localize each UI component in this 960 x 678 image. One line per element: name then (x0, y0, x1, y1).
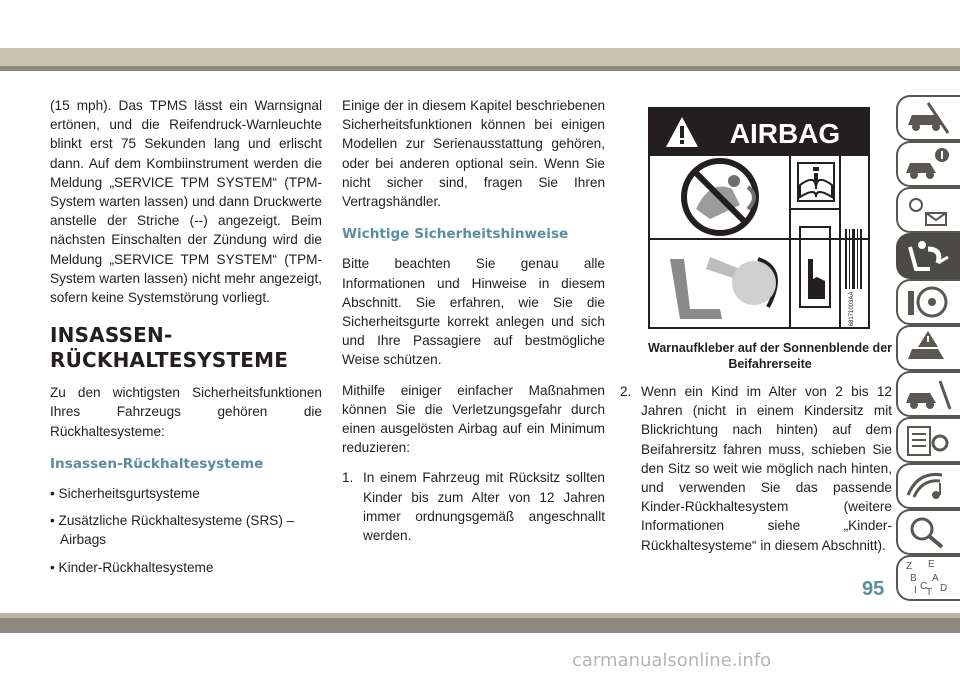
list-item: • Sicherheitsgurtsysteme (50, 486, 200, 502)
top-band (0, 0, 960, 53)
top-band-light (0, 48, 960, 66)
paragraph: Bitte beachten Sie genau alle Informationen und Hinweise in diesem Abschnitt. Sie erfahren, wie Sie die Sicherheitsgurte korrekt anlegen und sich und Ihre Passagiere auf bestmögliche Weise schützen. (342, 256, 605, 368)
specs-gear-icon (898, 419, 958, 461)
svg-text:Z: Z (906, 561, 913, 572)
bottom-band (0, 613, 960, 633)
svg-text:D: D (940, 583, 948, 594)
figure-caption: Warnaufkleber auf der Sonnenblende der Beifahrerseite (647, 341, 893, 371)
tab-introduction[interactable] (896, 95, 960, 141)
airbag-title: AIRBAG (729, 118, 841, 149)
top-band-dark (0, 66, 960, 71)
tab-getting-started[interactable] (896, 141, 960, 187)
paragraph: Einige der in diesem Kapitel beschriebenen Sicherheitsfunktionen können bei einigen Modellen zur Serienausstattung gehören, oder bei anderen optional sein. Wenn Sie nicht sicher sind, fragen Sie Ihren Vertragshändler. (342, 98, 605, 210)
svg-text:B: B (910, 573, 917, 584)
intro-paragraph: (15 mph). Das TPMS lässt ein Warnsignal ertönen, und die Reifendruck-Warnleuchte blinkt erst 75 Sekunden lang und erlischt dann. Auf dem Kombiinstrument werden die Meldung „SERVICE TPM SYSTEM“ (TPM-System warten lassen) und dann Druckwerte anstelle der Striche (--) angezeigt. Beim nächsten Einschalten der Zündung wird die Meldung „SERVICE TPM SYSTEM“ (TPM-System warten lassen) nicht mehr angezeigt, sofern keine Systemstörung vorliegt. (50, 98, 322, 306)
page-number: 95 (862, 578, 885, 600)
car-info-icon (898, 143, 958, 185)
emergency-car-icon (898, 327, 958, 369)
tab-servicing-maintenance[interactable] (896, 371, 960, 417)
svg-text:I: I (914, 585, 917, 596)
paragraph: Mithilfe einiger einfacher Maßnahmen können Sie die Verletzungsgefahr durch einen ausgelösten Airbag auf ein Minimum reduzieren: (342, 382, 605, 456)
seat-airbag-icon (898, 235, 958, 277)
tab-multimedia[interactable] (896, 463, 960, 509)
car-key-icon (898, 97, 958, 139)
airbag-label-graphic (650, 109, 868, 327)
subheading-safety: Wichtige Sicherheitshinweise (342, 226, 569, 243)
index-letters-icon (898, 557, 958, 599)
column-left (50, 96, 322, 585)
list-item: • Kinder-Rückhaltesysteme (50, 559, 214, 575)
watermark: carmanualsonline.info (572, 650, 772, 671)
tab-customer-assistance[interactable] (896, 509, 960, 555)
svg-text:C: C (920, 581, 928, 592)
warning-lights-icon (898, 189, 958, 231)
airbag-warning-label (648, 107, 870, 329)
svg-text:T: T (926, 587, 933, 598)
section-intro: Zu den wichtigsten Sicherheitsfunktionen Ihres Fahrzeugs gehören die Rückhaltesysteme: (50, 385, 322, 439)
tab-technical-specifications[interactable] (896, 417, 960, 463)
tab-instrument-cluster[interactable] (896, 187, 960, 233)
subheading-restraints: Insassen-Rückhaltesysteme (50, 455, 264, 472)
section-heading: INSASSEN- RÜCKHALTESYSTEME (50, 323, 289, 373)
tab-starting-operating[interactable] (896, 279, 960, 325)
numbered-item-1: 1. In einem Fahrzeug mit Rücksitz sollten Kinder bis zum Alter von 12 Jahren immer ordnungsgemäß angeschnallt werden. (342, 470, 605, 544)
airbag-deploy-seat-icon (670, 257, 776, 319)
read-manual-icon (798, 163, 834, 201)
svg-text:E: E (928, 559, 935, 570)
search-icon (898, 511, 958, 553)
numbered-item-2: 2. Wenn ein Kind im Alter von 2 bis 12 Jahren (nicht in einem Kindersitz mit Blickrichtung nach hinten) auf dem Beifahrersitz fahren muss, schieben Sie den Sitz so weit wie möglich nach hinten, und verwenden Sie das passende Kinder-Rückhaltesystem (weitere Informationen siehe „Kinder-Rückhaltesysteme“ in diesem Abschnitt). (620, 384, 892, 553)
wrench-car-icon (898, 373, 958, 415)
tab-safety[interactable] (896, 233, 960, 279)
barcode-text: 68171003AA (849, 291, 855, 327)
list-item: • Zusätzliche Rückhaltesysteme (SRS) – Airbags (50, 513, 295, 548)
column-middle (342, 96, 605, 553)
column-right (620, 382, 892, 563)
tab-in-case-of-emergency[interactable] (896, 325, 960, 371)
no-rear-facing-child-seat-icon (684, 161, 756, 233)
radio-music-icon (898, 465, 958, 507)
bottom-band-light (0, 613, 960, 618)
tab-index[interactable] (896, 555, 960, 601)
steering-wheel-icon (898, 281, 958, 323)
svg-text:A: A (932, 573, 939, 584)
barcode-icon (845, 229, 862, 326)
